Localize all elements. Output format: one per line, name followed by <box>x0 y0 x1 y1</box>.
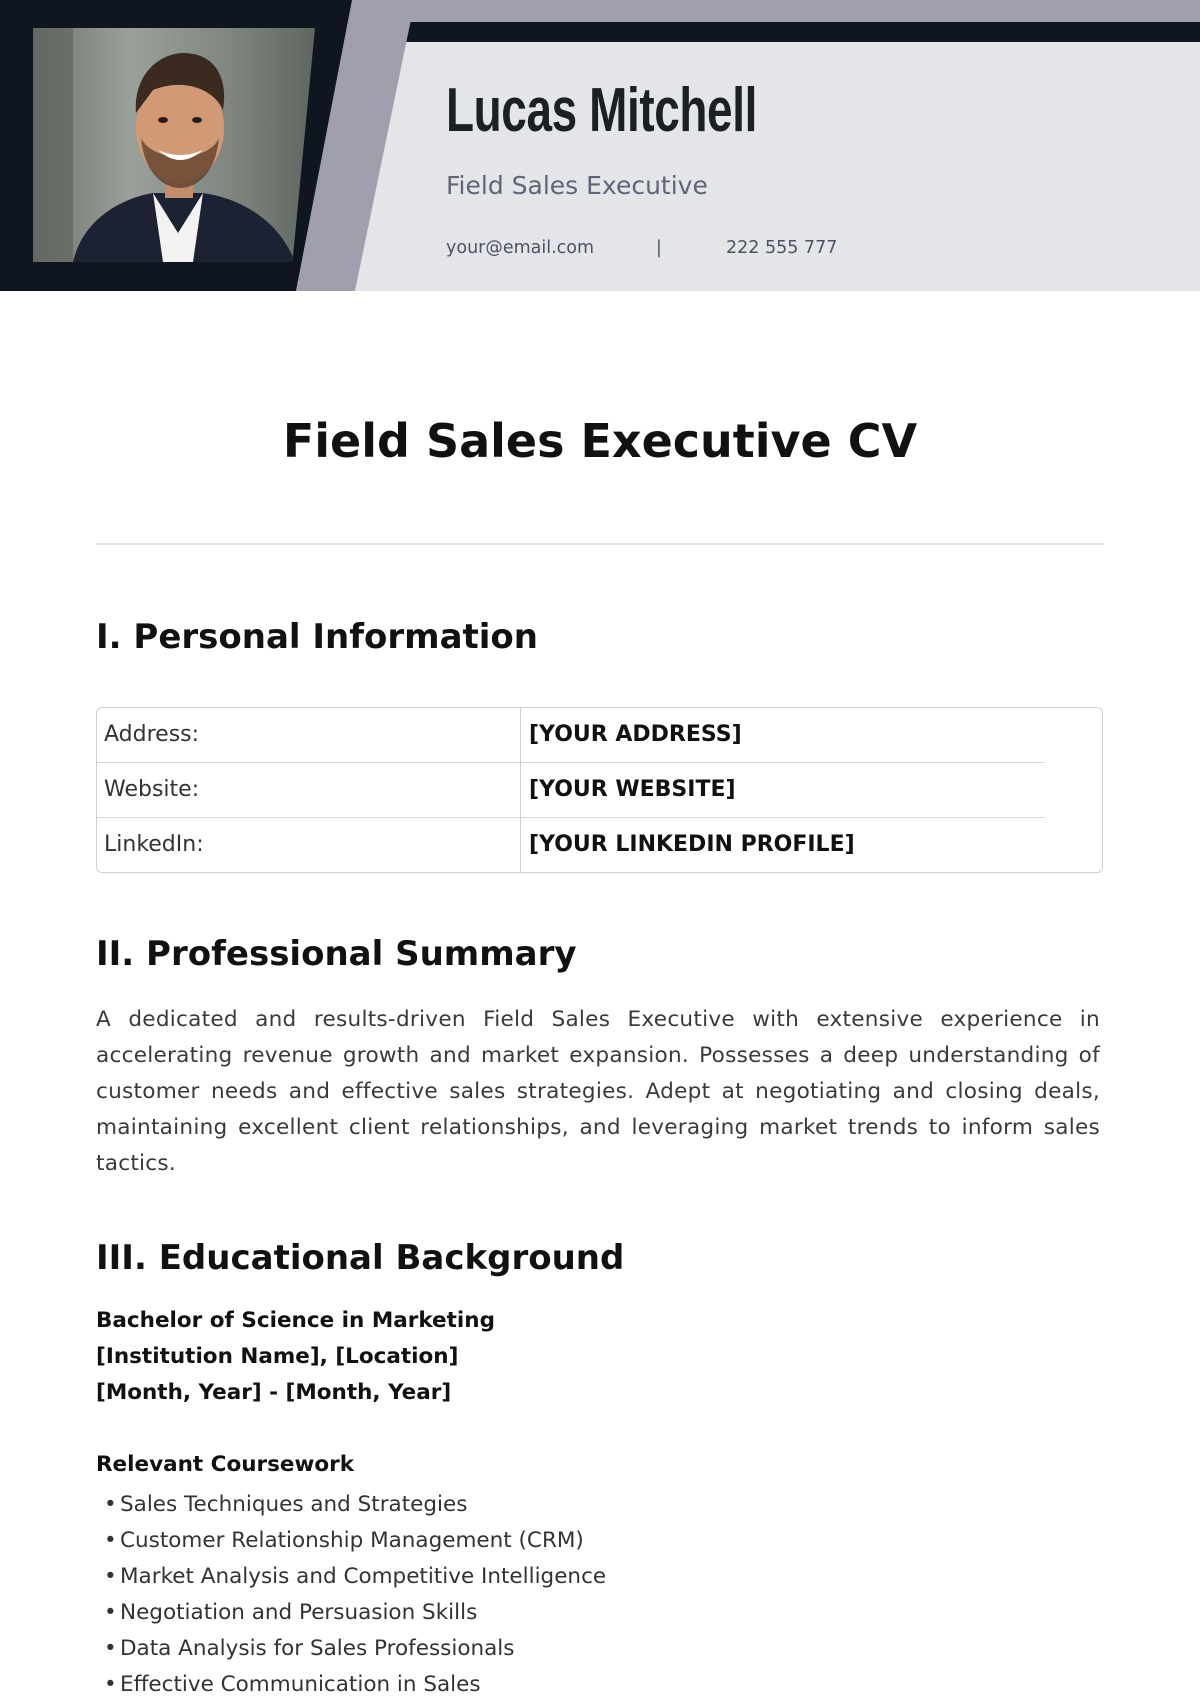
list-item: • Negotiation and Persuasion Skills <box>104 1600 478 1625</box>
contact-phone[interactable]: 222 555 777 <box>726 238 838 258</box>
section-heading-summary: II. Professional Summary <box>96 934 577 974</box>
candidate-role: Field Sales Executive <box>446 171 708 200</box>
coursework-item: Sales Techniques and Strategies <box>120 1492 468 1517</box>
cv-header <box>0 0 1200 291</box>
list-item: • Data Analysis for Sales Professionals <box>104 1636 515 1661</box>
contact-email[interactable]: your@email.com <box>446 238 595 258</box>
table-row <box>97 818 1102 873</box>
title-divider <box>96 543 1104 545</box>
education-dates: [Month, Year] - [Month, Year] <box>96 1380 452 1405</box>
list-item: • Market Analysis and Competitive Intelligence <box>104 1564 607 1589</box>
address-label: Address: <box>104 722 200 747</box>
header-navy-strip <box>402 22 1200 42</box>
coursework-heading: Relevant Coursework <box>96 1452 355 1477</box>
coursework-item: Customer Relationship Management (CRM) <box>120 1528 584 1553</box>
professional-summary-text: A dedicated and results-driven Field Sales Executive with extensive experience in accelerating revenue growth and market expansion. Possesses a deep understanding of customer needs and effective sales strategies. Adept at negotiating and closing deals, maintaining excellent client relationships, and leveraging market trends to inform sales tactics. <box>96 1007 1100 1176</box>
list-item: • Effective Communication in Sales <box>104 1672 481 1697</box>
coursework-item: Data Analysis for Sales Professionals <box>120 1636 515 1661</box>
coursework-item: Negotiation and Persuasion Skills <box>120 1600 478 1625</box>
candidate-name: Lucas Mitchell <box>446 76 757 145</box>
header-top-strip <box>360 0 1200 22</box>
table-row <box>97 708 1102 763</box>
table-row <box>97 763 1102 818</box>
list-item: • Sales Techniques and Strategies <box>104 1492 468 1517</box>
coursework-item: Effective Communication in Sales <box>120 1672 481 1697</box>
linkedin-label: LinkedIn: <box>104 832 204 857</box>
profile-photo <box>33 28 315 262</box>
degree-title: Bachelor of Science in Marketing <box>96 1308 495 1333</box>
list-item: • Customer Relationship Management (CRM) <box>104 1528 584 1553</box>
address-value: [YOUR ADDRESS] <box>529 722 742 747</box>
section-heading-personal: I. Personal Information <box>96 617 538 657</box>
coursework-item: Market Analysis and Competitive Intelligence <box>120 1564 607 1589</box>
linkedin-value: [YOUR LINKEDIN PROFILE] <box>529 832 855 857</box>
contact-separator: | <box>656 238 662 258</box>
website-value: [YOUR WEBSITE] <box>529 777 736 802</box>
document-title: Field Sales Executive CV <box>282 414 918 468</box>
institution-location: [Institution Name], [Location] <box>96 1344 459 1369</box>
website-label: Website: <box>104 777 200 802</box>
section-heading-education: III. Educational Background <box>96 1238 625 1278</box>
personal-info-table <box>96 707 1103 873</box>
coursework-list <box>104 1487 606 1703</box>
